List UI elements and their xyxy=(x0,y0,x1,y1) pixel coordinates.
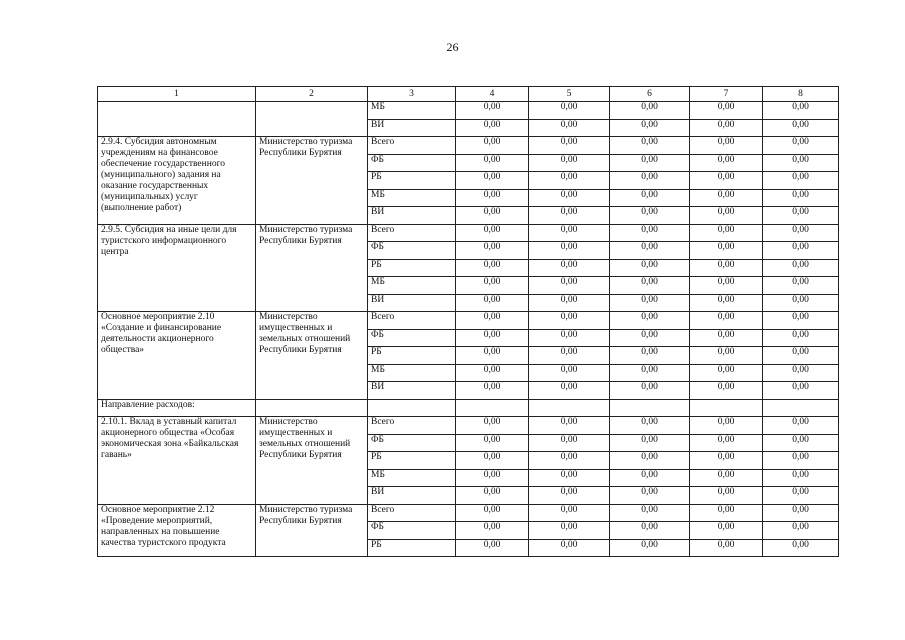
amount-cell: 0,00 xyxy=(610,539,690,557)
amount-cell: 0,00 xyxy=(690,417,763,435)
amount-cell: 0,00 xyxy=(456,189,529,207)
amount-cell: 0,00 xyxy=(529,522,610,540)
funding-source: ФБ xyxy=(368,522,456,540)
amount-cell: 0,00 xyxy=(763,207,839,225)
executor-name: Министерство туризма Республики Бурятия xyxy=(256,137,368,225)
amount-cell: 0,00 xyxy=(690,539,763,557)
funding-source: ВИ xyxy=(368,119,456,137)
measure-name: 2.9.4. Субсидия автономным учреждениям на финансовое обеспечение государственного (муниципального) задания на оказание государственных (муниципальных) услуг (выполнение работ) xyxy=(98,137,256,225)
table-row xyxy=(98,504,839,522)
measure-name xyxy=(98,102,256,137)
funding-source: Всего xyxy=(368,137,456,155)
amount-cell: 0,00 xyxy=(763,154,839,172)
amount-cell: 0,00 xyxy=(690,364,763,382)
amount-cell: 0,00 xyxy=(610,347,690,365)
column-header: 2 xyxy=(256,87,368,102)
amount-cell: 0,00 xyxy=(610,242,690,260)
amount-cell: 0,00 xyxy=(610,312,690,330)
amount-cell: 0,00 xyxy=(456,277,529,295)
amount-cell: 0,00 xyxy=(529,119,610,137)
amount-cell: 0,00 xyxy=(456,504,529,522)
amount-cell: 0,00 xyxy=(763,434,839,452)
amount-cell: 0,00 xyxy=(610,259,690,277)
amount-cell: 0,00 xyxy=(690,294,763,312)
amount-cell: 0,00 xyxy=(610,469,690,487)
amount-cell: 0,00 xyxy=(763,382,839,400)
executor-name: Министерство туризма Республики Бурятия xyxy=(256,224,368,312)
amount-cell: 0,00 xyxy=(456,417,529,435)
amount-cell: 0,00 xyxy=(456,487,529,505)
column-header: 4 xyxy=(456,87,529,102)
amount-cell: 0,00 xyxy=(529,469,610,487)
amount-cell: 0,00 xyxy=(456,364,529,382)
amount-cell: 0,00 xyxy=(610,224,690,242)
funding-source: МБ xyxy=(368,277,456,295)
amount-cell: 0,00 xyxy=(456,102,529,120)
amount-cell: 0,00 xyxy=(763,102,839,120)
section-heading: Направление расходов: xyxy=(98,399,256,417)
empty-cell xyxy=(690,399,763,417)
amount-cell: 0,00 xyxy=(529,172,610,190)
table-header-row xyxy=(98,87,839,102)
funding-source: Всего xyxy=(368,504,456,522)
amount-cell: 0,00 xyxy=(763,137,839,155)
funding-source: ВИ xyxy=(368,294,456,312)
executor-name: Министерство туризма Республики Бурятия xyxy=(256,504,368,557)
amount-cell: 0,00 xyxy=(763,347,839,365)
amount-cell: 0,00 xyxy=(690,522,763,540)
amount-cell: 0,00 xyxy=(456,137,529,155)
amount-cell: 0,00 xyxy=(690,312,763,330)
amount-cell: 0,00 xyxy=(456,347,529,365)
table-row xyxy=(98,137,839,155)
amount-cell: 0,00 xyxy=(690,207,763,225)
amount-cell: 0,00 xyxy=(690,172,763,190)
column-header: 1 xyxy=(98,87,256,102)
section-heading-row xyxy=(98,399,839,417)
funding-source: ФБ xyxy=(368,434,456,452)
amount-cell: 0,00 xyxy=(763,452,839,470)
amount-cell: 0,00 xyxy=(529,504,610,522)
executor-name xyxy=(256,102,368,137)
amount-cell: 0,00 xyxy=(529,347,610,365)
amount-cell: 0,00 xyxy=(610,294,690,312)
amount-cell: 0,00 xyxy=(456,154,529,172)
amount-cell: 0,00 xyxy=(529,539,610,557)
amount-cell: 0,00 xyxy=(456,207,529,225)
amount-cell: 0,00 xyxy=(763,277,839,295)
amount-cell: 0,00 xyxy=(763,189,839,207)
column-header: 6 xyxy=(610,87,690,102)
amount-cell: 0,00 xyxy=(529,452,610,470)
amount-cell: 0,00 xyxy=(456,329,529,347)
amount-cell: 0,00 xyxy=(456,294,529,312)
amount-cell: 0,00 xyxy=(610,504,690,522)
table-row xyxy=(98,224,839,242)
amount-cell: 0,00 xyxy=(690,189,763,207)
funding-source: ФБ xyxy=(368,154,456,172)
amount-cell: 0,00 xyxy=(529,382,610,400)
empty-cell xyxy=(763,399,839,417)
amount-cell: 0,00 xyxy=(690,504,763,522)
amount-cell: 0,00 xyxy=(610,154,690,172)
table-body xyxy=(98,102,839,557)
amount-cell: 0,00 xyxy=(529,294,610,312)
empty-cell xyxy=(456,399,529,417)
amount-cell: 0,00 xyxy=(610,417,690,435)
amount-cell: 0,00 xyxy=(690,469,763,487)
amount-cell: 0,00 xyxy=(763,364,839,382)
amount-cell: 0,00 xyxy=(456,522,529,540)
amount-cell: 0,00 xyxy=(763,417,839,435)
amount-cell: 0,00 xyxy=(529,487,610,505)
amount-cell: 0,00 xyxy=(763,312,839,330)
amount-cell: 0,00 xyxy=(690,154,763,172)
funding-source: РБ xyxy=(368,347,456,365)
funding-source: ВИ xyxy=(368,487,456,505)
measure-name: Основное мероприятие 2.10 «Создание и финансирование деятельности акционерного общества» xyxy=(98,312,256,400)
amount-cell: 0,00 xyxy=(456,312,529,330)
funding-source: МБ xyxy=(368,189,456,207)
column-header: 5 xyxy=(529,87,610,102)
amount-cell: 0,00 xyxy=(690,382,763,400)
table-row xyxy=(98,312,839,330)
amount-cell: 0,00 xyxy=(610,189,690,207)
amount-cell: 0,00 xyxy=(763,119,839,137)
funding-source: ФБ xyxy=(368,242,456,260)
amount-cell: 0,00 xyxy=(763,172,839,190)
amount-cell: 0,00 xyxy=(529,102,610,120)
executor-name: Министерство имущественных и земельных отношений Республики Бурятия xyxy=(256,312,368,400)
amount-cell: 0,00 xyxy=(610,382,690,400)
amount-cell: 0,00 xyxy=(690,119,763,137)
table-row xyxy=(98,102,839,120)
funding-source: ВИ xyxy=(368,207,456,225)
amount-cell: 0,00 xyxy=(763,539,839,557)
amount-cell: 0,00 xyxy=(610,487,690,505)
amount-cell: 0,00 xyxy=(610,277,690,295)
measure-name: 2.10.1. Вклад в уставный капитал акционерного общества «Особая экономическая зона «Байкальская гавань» xyxy=(98,417,256,505)
column-header: 3 xyxy=(368,87,456,102)
amount-cell: 0,00 xyxy=(456,469,529,487)
amount-cell: 0,00 xyxy=(610,207,690,225)
funding-source: ФБ xyxy=(368,329,456,347)
amount-cell: 0,00 xyxy=(610,522,690,540)
amount-cell: 0,00 xyxy=(529,329,610,347)
table-row xyxy=(98,417,839,435)
amount-cell: 0,00 xyxy=(690,434,763,452)
amount-cell: 0,00 xyxy=(610,119,690,137)
empty-cell xyxy=(256,399,368,417)
amount-cell: 0,00 xyxy=(610,329,690,347)
amount-cell: 0,00 xyxy=(763,487,839,505)
amount-cell: 0,00 xyxy=(690,137,763,155)
amount-cell: 0,00 xyxy=(763,329,839,347)
amount-cell: 0,00 xyxy=(456,259,529,277)
amount-cell: 0,00 xyxy=(456,539,529,557)
amount-cell: 0,00 xyxy=(763,224,839,242)
amount-cell: 0,00 xyxy=(610,172,690,190)
amount-cell: 0,00 xyxy=(456,434,529,452)
amount-cell: 0,00 xyxy=(529,242,610,260)
amount-cell: 0,00 xyxy=(529,207,610,225)
amount-cell: 0,00 xyxy=(529,312,610,330)
funding-source: Всего xyxy=(368,312,456,330)
executor-name: Министерство имущественных и земельных отношений Республики Бурятия xyxy=(256,417,368,505)
amount-cell: 0,00 xyxy=(456,119,529,137)
amount-cell: 0,00 xyxy=(610,102,690,120)
funding-source: МБ xyxy=(368,469,456,487)
funding-source: Всего xyxy=(368,224,456,242)
amount-cell: 0,00 xyxy=(456,172,529,190)
amount-cell: 0,00 xyxy=(690,347,763,365)
amount-cell: 0,00 xyxy=(610,452,690,470)
amount-cell: 0,00 xyxy=(763,259,839,277)
column-header: 7 xyxy=(690,87,763,102)
amount-cell: 0,00 xyxy=(690,242,763,260)
amount-cell: 0,00 xyxy=(529,224,610,242)
amount-cell: 0,00 xyxy=(763,504,839,522)
amount-cell: 0,00 xyxy=(529,417,610,435)
funding-source: Всего xyxy=(368,417,456,435)
budget-table xyxy=(97,86,839,557)
amount-cell: 0,00 xyxy=(610,137,690,155)
amount-cell: 0,00 xyxy=(763,469,839,487)
amount-cell: 0,00 xyxy=(763,242,839,260)
measure-name: Основное мероприятие 2.12 «Проведение мероприятий, направленных на повышение качества туристского продукта xyxy=(98,504,256,557)
funding-source: РБ xyxy=(368,452,456,470)
amount-cell: 0,00 xyxy=(690,102,763,120)
amount-cell: 0,00 xyxy=(529,189,610,207)
amount-cell: 0,00 xyxy=(690,329,763,347)
amount-cell: 0,00 xyxy=(610,364,690,382)
amount-cell: 0,00 xyxy=(690,259,763,277)
amount-cell: 0,00 xyxy=(690,487,763,505)
empty-cell xyxy=(529,399,610,417)
amount-cell: 0,00 xyxy=(456,224,529,242)
amount-cell: 0,00 xyxy=(529,259,610,277)
amount-cell: 0,00 xyxy=(763,522,839,540)
funding-source: РБ xyxy=(368,539,456,557)
empty-cell xyxy=(368,399,456,417)
amount-cell: 0,00 xyxy=(529,434,610,452)
amount-cell: 0,00 xyxy=(456,452,529,470)
funding-source: РБ xyxy=(368,259,456,277)
amount-cell: 0,00 xyxy=(529,277,610,295)
amount-cell: 0,00 xyxy=(529,137,610,155)
page-number: 26 xyxy=(446,40,459,54)
amount-cell: 0,00 xyxy=(763,294,839,312)
funding-source: МБ xyxy=(368,102,456,120)
funding-source: МБ xyxy=(368,364,456,382)
amount-cell: 0,00 xyxy=(690,224,763,242)
amount-cell: 0,00 xyxy=(690,452,763,470)
column-header: 8 xyxy=(763,87,839,102)
amount-cell: 0,00 xyxy=(690,277,763,295)
amount-cell: 0,00 xyxy=(610,434,690,452)
amount-cell: 0,00 xyxy=(456,242,529,260)
funding-source: РБ xyxy=(368,172,456,190)
funding-source: ВИ xyxy=(368,382,456,400)
amount-cell: 0,00 xyxy=(529,154,610,172)
empty-cell xyxy=(610,399,690,417)
measure-name: 2.9.5. Субсидия на иные цели для туристского информационного центра xyxy=(98,224,256,312)
amount-cell: 0,00 xyxy=(529,364,610,382)
amount-cell: 0,00 xyxy=(456,382,529,400)
